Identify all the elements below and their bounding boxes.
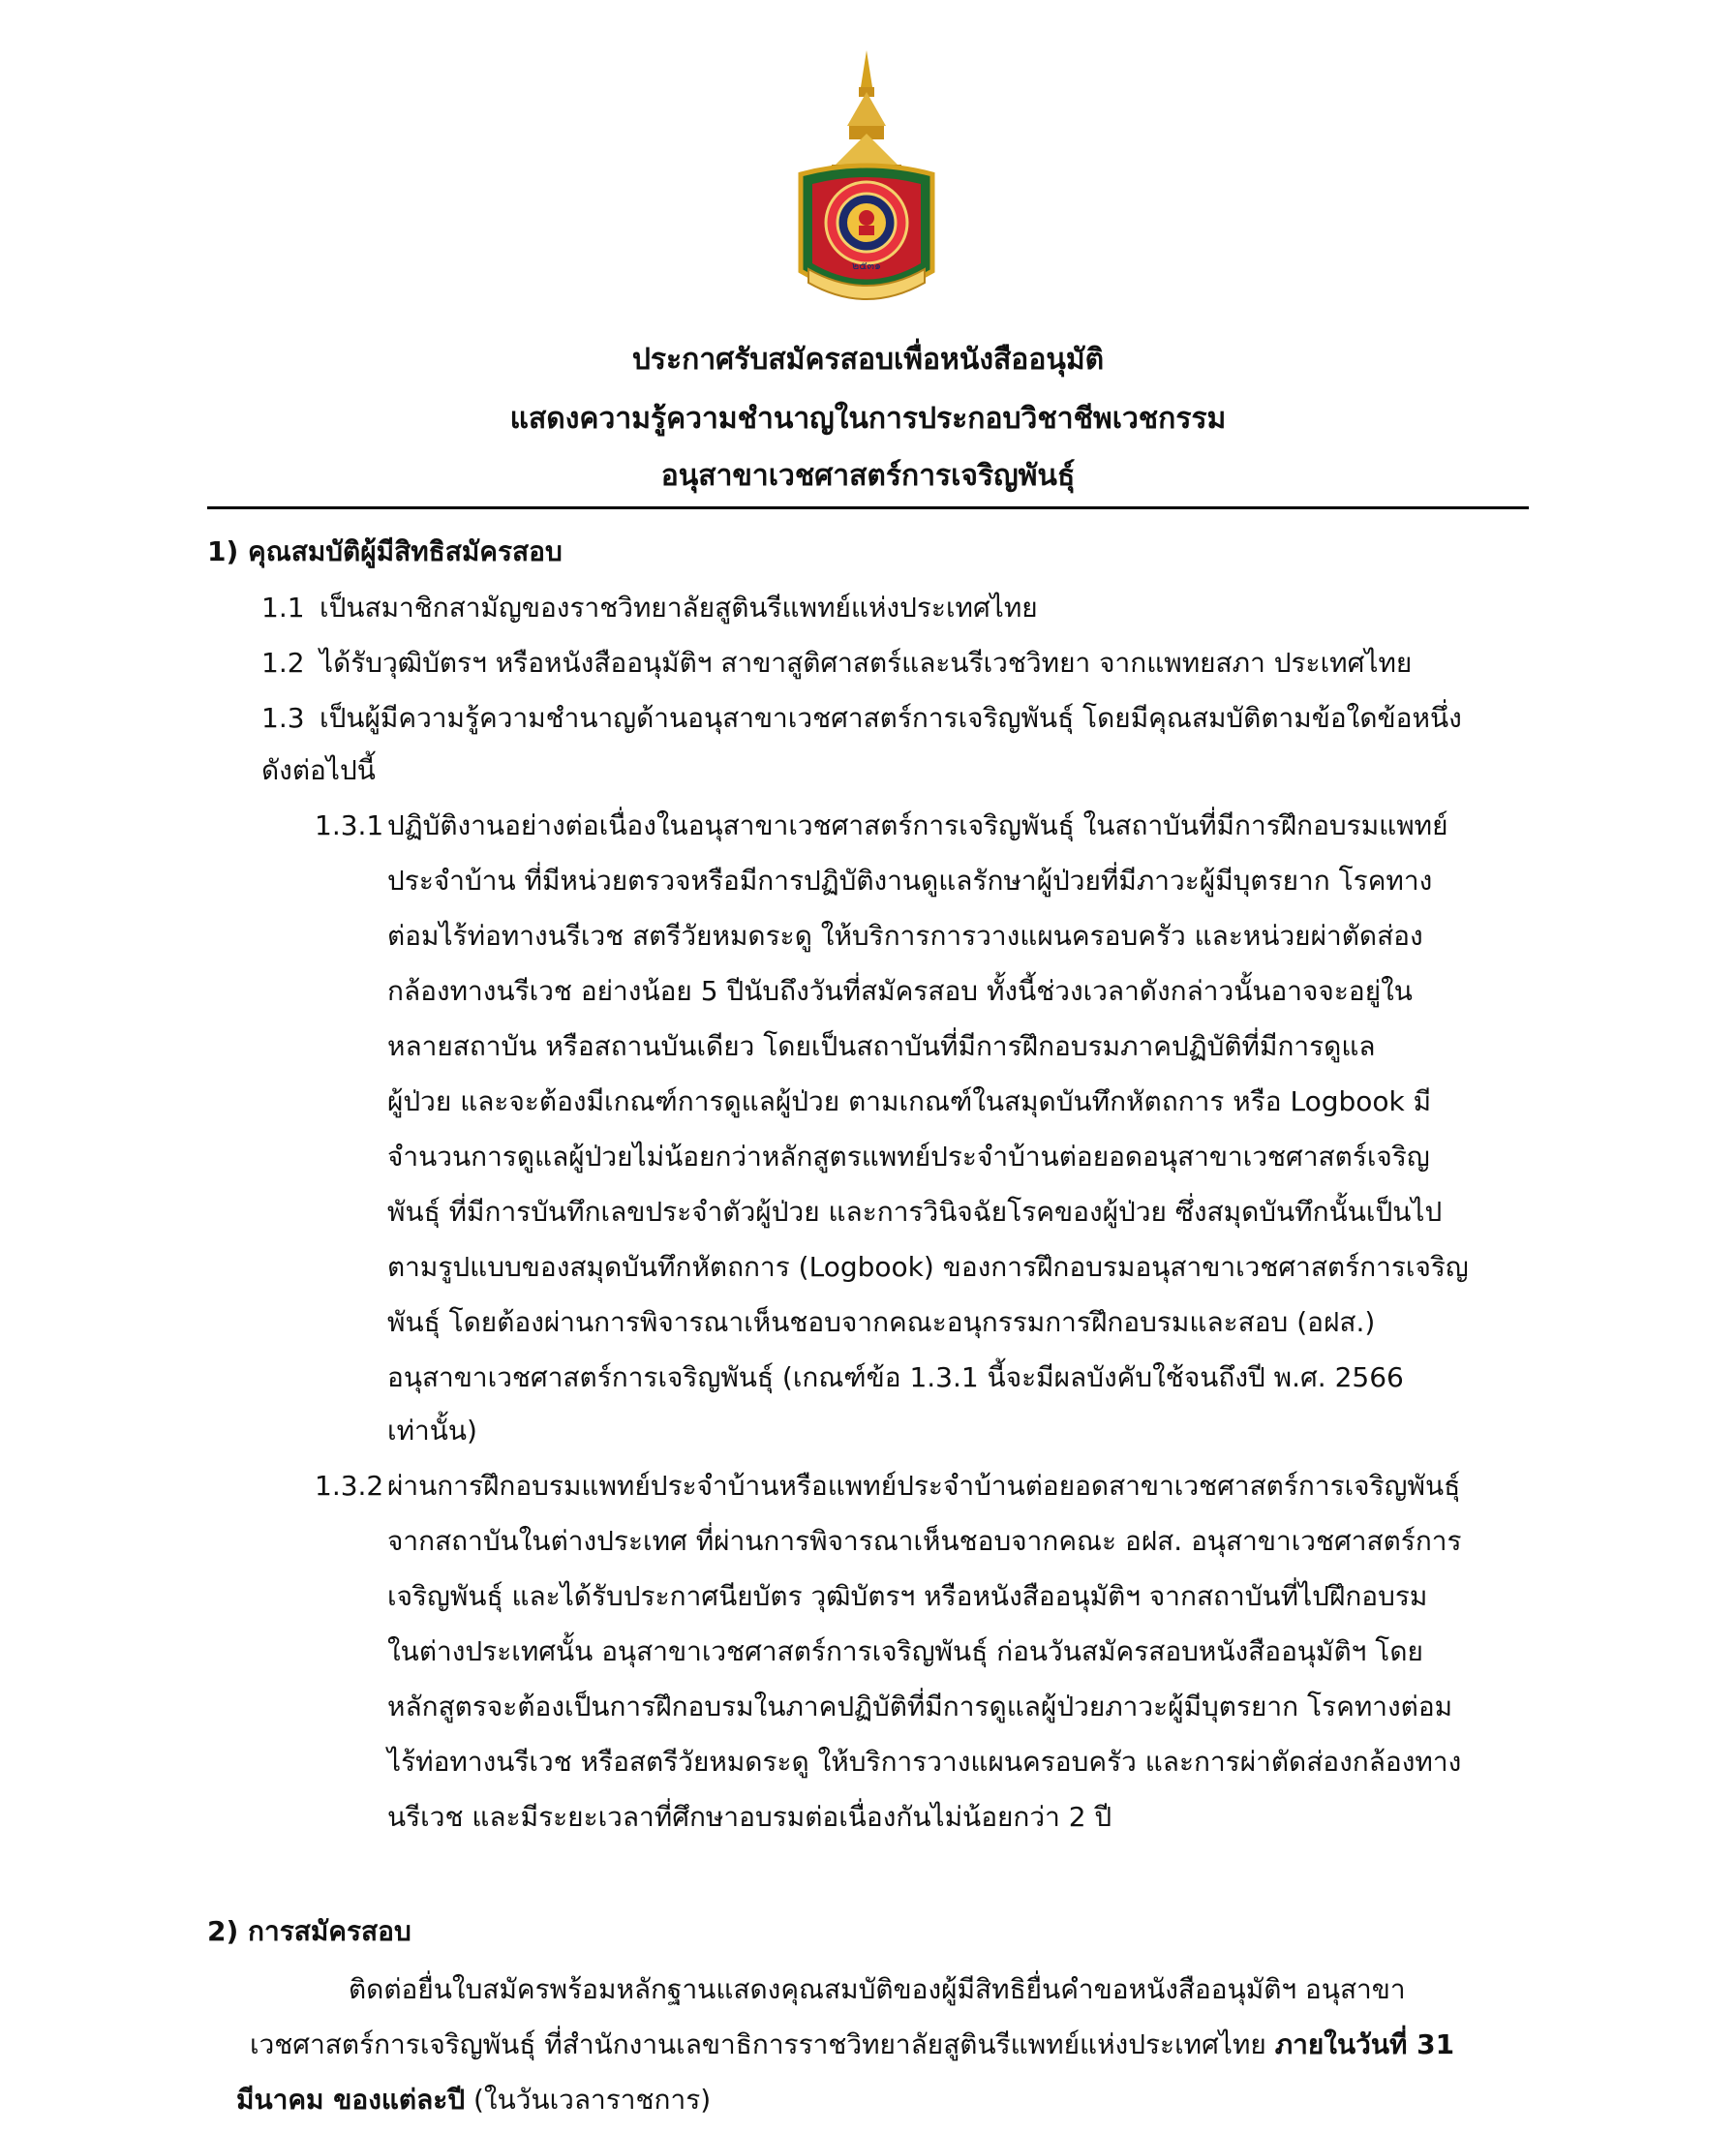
emblem-caption: ๒๕๓๑ — [851, 259, 882, 272]
item-1-3-1-line: ปฏิบัติงานอย่างต่อเนื่องในอนุสาขาเวชศาสตร์การเจริญพันธุ์ ในสถาบันที่มีการฝึกอบรมแพทย์ — [387, 809, 1448, 841]
deadline-emphasis-2: มีนาคม ของแต่ละปี — [236, 2084, 466, 2116]
section-2-line-2 — [250, 2026, 1454, 2064]
item-1-3-1-line: ประจำบ้าน ที่มีหน่วยตรวจหรือมีการปฏิบัติงานดูแลรักษาผู้ป่วยที่มีภาวะผู้มีบุตรยาก โรคทาง — [387, 865, 1433, 897]
item-1-3-2-line: ผ่านการฝึกอบรมแพทย์ประจำบ้านหรือแพทย์ประจำบ้านต่อยอดสาขาเวชศาสตร์การเจริญพันธุ์ — [387, 1470, 1461, 1502]
item-1-3-text-line-1: เป็นผู้มีความรู้ความชำนาญด้านอนุสาขาเวชศาสตร์การเจริญพันธุ์ โดยมีคุณสมบัติตามข้อใดข้อหนึ่ง — [320, 702, 1462, 734]
title-line-1: ประกาศรับสมัครสอบเพื่อหนังสืออนุมัติ — [631, 343, 1105, 377]
title-line-3: อนุสาขาเวชศาสตร์การเจริญพันธุ์ — [660, 459, 1076, 493]
item-1-1-text: เป็นสมาชิกสามัญของราชวิทยาลัยสูตินรีแพทย์แห่งประเทศไทย — [320, 592, 1038, 624]
item-1-2-number: 1.2 — [261, 647, 305, 679]
item-1-1-number: 1.1 — [261, 592, 305, 624]
item-1-3-1-line: เท่านั้น) — [387, 1415, 477, 1447]
item-1-3-2-line: จากสถาบันในต่างประเทศ ที่ผ่านการพิจารณาเห็นชอบจากคณะ อฝส. อนุสาขาเวชศาสตร์การ — [387, 1525, 1462, 1557]
item-1-3-1-line: กล้องทางนรีเวช อย่างน้อย 5 ปีนับถึงวันที่สมัครสอบ ทั้งนี้ช่วงเวลาดังกล่าวนั้นอาจจะอยู่ใน — [387, 975, 1413, 1007]
item-1-3-2-line: เจริญพันธุ์ และได้รับประกาศนียบัตร วุฒิบัตรฯ หรือหนังสืออนุมัติฯ จากสถาบันที่ไปฝึกอบรม — [387, 1580, 1428, 1612]
item-1-2-text: ได้รับวุฒิบัตรฯ หรือหนังสืออนุมัติฯ สาขาสูติศาสตร์และนรีเวชวิทยา จากแพทยสภา ประเทศไทย — [320, 647, 1413, 679]
item-1-3-2-line: หลักสูตรจะต้องเป็นการฝึกอบรมในภาคปฏิบัติที่มีการดูแลผู้ป่วยภาวะผู้มีบุตรยาก โรคทางต่อม — [387, 1691, 1453, 1722]
item-1-3-text-line-2: ดังต่อไปนี้ — [261, 754, 376, 786]
item-1-3-1-line: ตามรูปแบบของสมุดบันทึกหัตถการ (Logbook) ของการฝึกอบรมอนุสาขาเวชศาสตร์การเจริญ — [387, 1251, 1469, 1283]
item-1-3-1-line: หลายสถาบัน หรือสถานบันเดียว โดยเป็นสถาบันที่มีการฝึกอบรมภาคปฏิบัติที่มีการดูแล — [387, 1030, 1376, 1062]
section-2-line-2-text: เวชศาสตร์การเจริญพันธุ์ ที่สำนักงานเลขาธิการราชวิทยาลัยสูตินรีแพทย์แห่งประเทศไทย — [250, 2028, 1275, 2060]
college-emblem-logo — [789, 48, 944, 320]
item-1-3-2-line: นรีเวช และมีระยะเวลาที่ศึกษาอบรมต่อเนื่องกันไม่น้อยกว่า 2 ปี — [387, 1801, 1112, 1833]
item-1-3-1-line: พันธุ์ โดยต้องผ่านการพิจารณาเห็นชอบจากคณะอนุกรรมการฝึกอบรมและสอบ (อฝส.) — [387, 1306, 1376, 1338]
emblem-icon — [789, 48, 944, 320]
item-1-3-2-line: ในต่างประเทศนั้น อนุสาขาเวชศาสตร์การเจริญพันธุ์ ก่อนวันสมัครสอบหนังสืออนุมัติฯ โดย — [387, 1635, 1423, 1667]
item-1-3-number: 1.3 — [261, 702, 305, 734]
item-1-3-1-line: พันธุ์ ที่มีการบันทึกเลขประจำตัวผู้ป่วย และการวินิจฉัยโรคของผู้ป่วย ซึ่งสมุดบันทึกนั้นเป็นไป — [387, 1196, 1443, 1228]
item-1-3-1-line: อนุสาขาเวชศาสตร์การเจริญพันธุ์ (เกณฑ์ข้อ 1.3.1 นี้จะมีผลบังคับใช้จนถึงปี พ.ศ. 2566 — [387, 1361, 1404, 1393]
item-1-3-1-line: ผู้ป่วย และจะต้องมีเกณฑ์การดูแลผู้ป่วย ตามเกณฑ์ในสมุดบันทึกหัตถการ หรือ Logbook มี — [387, 1085, 1432, 1117]
item-1-3-1-number: 1.3.1 — [315, 809, 384, 841]
section-2-line-3-text: (ในวันเวลาราชการ) — [465, 2084, 712, 2116]
item-1-3-2-line: ไร้ท่อทางนรีเวช หรือสตรีวัยหมดระดู ให้บริการวางแผนครอบครัว และการผ่าตัดส่องกล้องทาง — [387, 1746, 1462, 1778]
item-1-3-1-line: ต่อมไร้ท่อทางนรีเวช สตรีวัยหมดระดู ให้บริการการวางแผนครอบครัว และหน่วยผ่าตัดส่อง — [387, 920, 1423, 952]
title-line-2: แสดงความรู้ความชำนาญในการประกอบวิชาชีพเวชกรรม — [509, 402, 1227, 436]
item-1-3-1-line: จำนวนการดูแลผู้ป่วยไม่น้อยกว่าหลักสูตรแพทย์ประจำบ้านต่อยอดอนุสาขาเวชศาสตร์เจริญ — [387, 1141, 1430, 1173]
title-divider — [207, 506, 1529, 509]
section-1-heading: 1) คุณสมบัติผู้มีสิทธิสมัครสอบ — [207, 535, 563, 567]
deadline-emphasis: ภายในวันที่ 31 — [1274, 2028, 1455, 2060]
section-2-line-1: ติดต่อยื่นใบสมัครพร้อมหลักฐานแสดงคุณสมบัติของผู้มีสิทธิยื่นคำขอหนังสืออนุมัติฯ อนุสาขา — [349, 1973, 1406, 2005]
section-2-heading: 2) การสมัครสอบ — [207, 1915, 411, 1947]
section-2-line-3 — [236, 2081, 711, 2119]
item-1-3-2-number: 1.3.2 — [315, 1470, 384, 1502]
